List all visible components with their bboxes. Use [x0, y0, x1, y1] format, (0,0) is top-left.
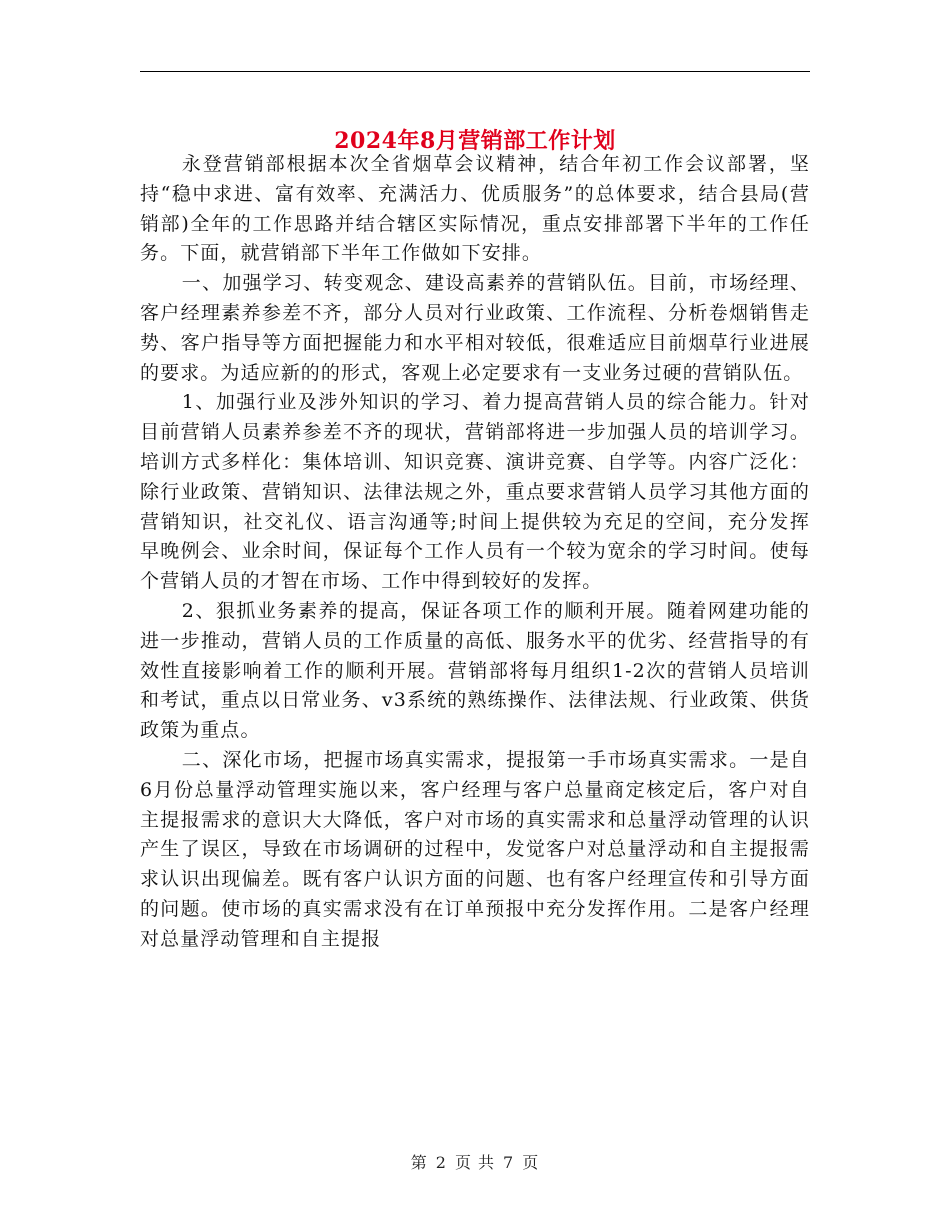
paragraph-section-2: 二、深化市场，把握市场真实需求，提报第一手市场真实需求。一是自6月份总量浮动管理实施以来，客户经理与客户总量商定核定后，客户对自主提报需求的意识大大降低，客户对市场的真实需求和总量浮动管理的认识产生了误区，导致在市场调研的过程中，发觉客户对总量浮动和自主提报需求认识出现偏差。既有客户认识方面的问题、也有客户经理宣传和引导方面的问题。使市场的真实需求没有在订单预报中充分发挥作用。二是客户经理对总量浮动管理和自主提报 — [140, 748, 810, 950]
page-footer — [140, 1152, 810, 1174]
footer-prefix: 第 — [410, 1153, 428, 1172]
paragraph-item-2: 2、狠抓业务素养的提高，保证各项工作的顺利开展。随着网建功能的进一步推动，营销人员的工作质量的高低、服务水平的优劣、经营指导的有效性直接影响着工作的顺利开展。营销部将每月组织1-2次的营销人员培训和考试，重点以日常业务、v3系统的熟练操作、法律法规、行业政策、供货政策为重点。 — [140, 599, 810, 742]
paragraph-item-1: 1、加强行业及涉外知识的学习、着力提高营销人员的综合能力。针对目前营销人员素养参差不齐的现状，营销部将进一步加强人员的培训学习。培训方式多样化：集体培训、知识竞赛、演讲竞赛、自学等。内容广泛化：除行业政策、营销知识、法律法规之外，重点要求营销人员学习其他方面的营销知识，社交礼仪、语言沟通等;时间上提供较为充足的空间，充分发挥早晚例会、业余时间，保证每个工作人员有一个较为宽余的学习时间。使每个营销人员的才智在市场、工作中得到较好的发挥。 — [140, 391, 810, 593]
document-body — [140, 150, 810, 955]
paragraph-section-1: 一、加强学习、转变观念、建设高素养的营销队伍。目前，市场经理、客户经理素养参差不齐，部分人员对行业政策、工作流程、分析卷烟销售走势、客户指导等方面把握能力和水平相对较低，很难适应目前烟草行业进展的要求。为适应新的的形式，客观上必定要求有一支业务过硬的营销队伍。 — [140, 272, 810, 384]
footer-total-pages: 7 — [503, 1153, 515, 1172]
paragraph-intro: 永登营销部根据本次全省烟草会议精神，结合年初工作会议部署，坚持“稳中求进、富有效率、充满活力、优质服务”的总体要求，结合县局(营销部)全年的工作思路并结合辖区实际情况，重点安排部署下半年的工作任务。下面，就营销部下半年工作做如下安排。 — [140, 153, 810, 265]
header-rule — [140, 71, 810, 72]
document-title: 2024年8月营销部工作计划 — [334, 127, 616, 154]
footer-current-page: 2 — [435, 1153, 447, 1172]
footer-middle: 页 共 — [454, 1153, 496, 1172]
footer-suffix: 页 — [522, 1153, 540, 1172]
